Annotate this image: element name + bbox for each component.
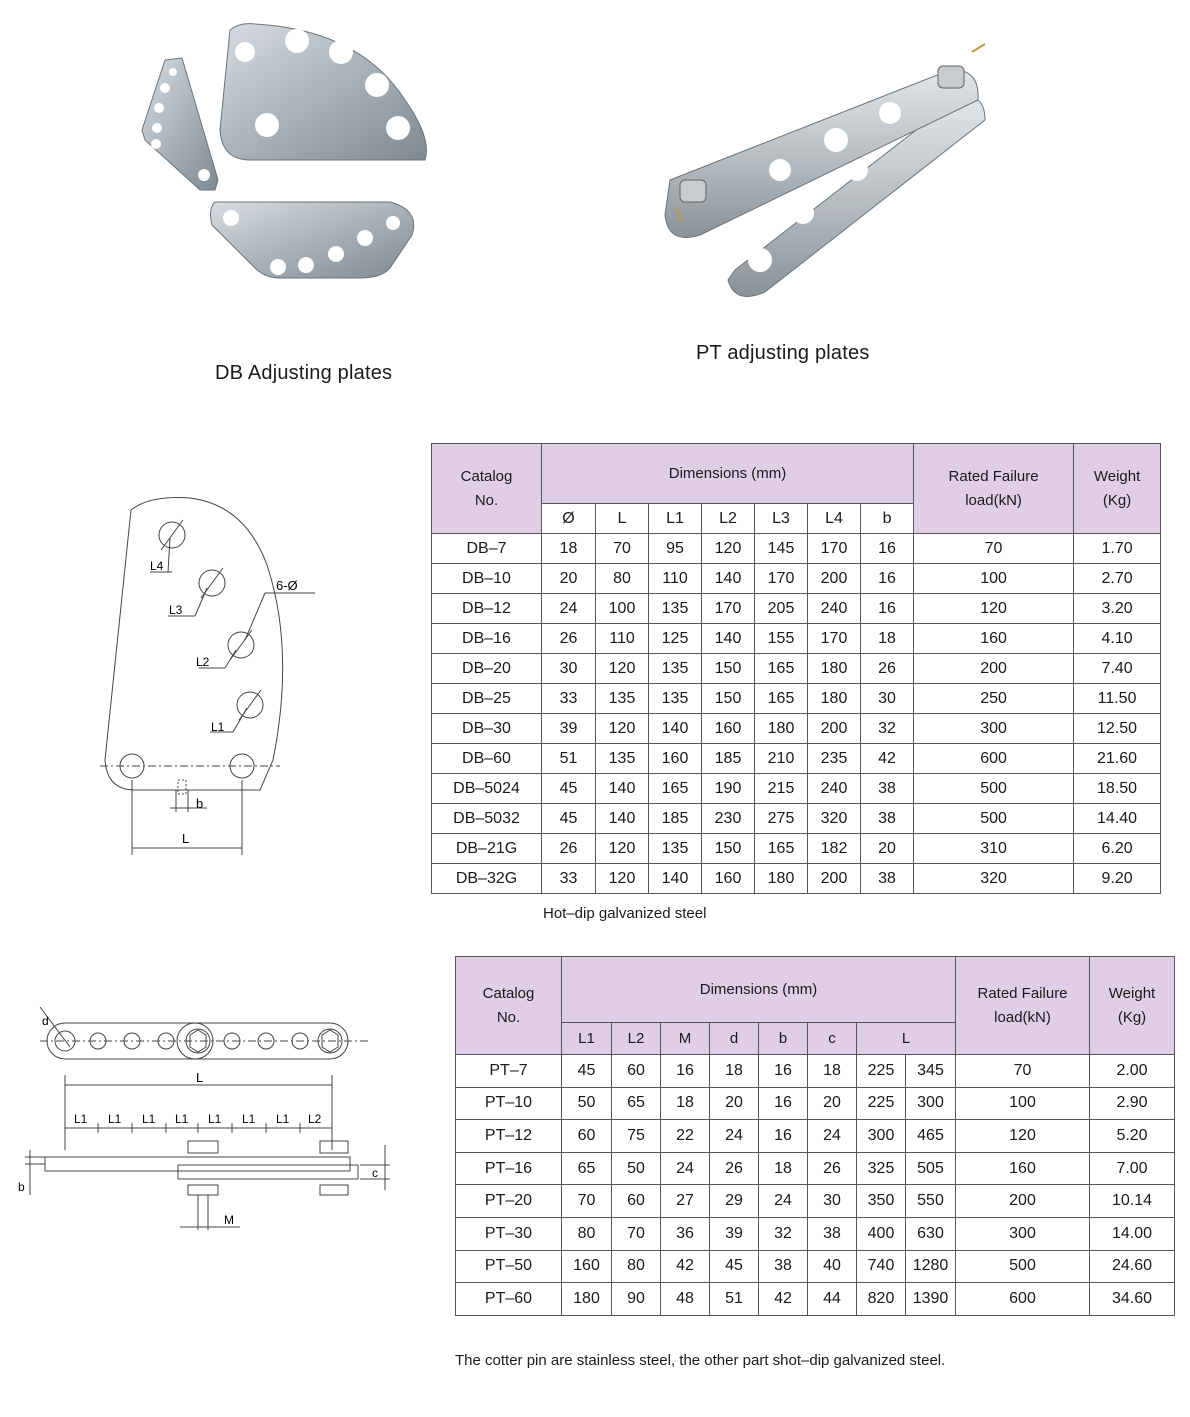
table-cell: 40 xyxy=(808,1250,857,1283)
table-cell: 32 xyxy=(861,714,914,744)
table-cell: 9.20 xyxy=(1074,864,1161,894)
table-cell: 135 xyxy=(649,594,702,624)
table-cell: 135 xyxy=(596,684,649,714)
table-cell: 140 xyxy=(649,714,702,744)
table-cell: 165 xyxy=(755,834,808,864)
table-cell: 38 xyxy=(861,864,914,894)
table-cell: 550 xyxy=(906,1185,956,1218)
table-cell: 38 xyxy=(861,804,914,834)
table-cell: 160 xyxy=(702,864,755,894)
table-cell: 80 xyxy=(612,1250,661,1283)
db-dim-L: L xyxy=(182,831,190,846)
pt-dim-b: b xyxy=(18,1180,25,1194)
table-cell: 20 xyxy=(710,1087,759,1120)
table-cell: 820 xyxy=(857,1283,906,1316)
table-cell: 7.40 xyxy=(1074,654,1161,684)
pt-dim-seg: L1 xyxy=(276,1112,290,1126)
table-row xyxy=(432,714,1161,744)
table-cell: 29 xyxy=(710,1185,759,1218)
table-cell: 65 xyxy=(612,1087,661,1120)
table-cell: 120 xyxy=(914,594,1074,624)
table-cell: 39 xyxy=(542,714,596,744)
pt-subheader: L2 xyxy=(612,1023,661,1055)
pt-dim-seg: L1 xyxy=(242,1112,256,1126)
table-cell: 45 xyxy=(542,804,596,834)
table-cell: 20 xyxy=(861,834,914,864)
table-cell: 160 xyxy=(914,624,1074,654)
catalog-number-cell: DB–25 xyxy=(432,684,542,714)
table-cell: 2.70 xyxy=(1074,564,1161,594)
table-cell: 30 xyxy=(861,684,914,714)
table-cell: 205 xyxy=(755,594,808,624)
table-cell: 24 xyxy=(759,1185,808,1218)
table-cell: 20 xyxy=(808,1087,857,1120)
pt-dim-seg: L1 xyxy=(142,1112,156,1126)
pt-header-dimensions: Dimensions (mm) xyxy=(562,957,956,1023)
pt-dim-seg: L1 xyxy=(175,1112,189,1126)
db-dim-l1: L1 xyxy=(211,720,225,734)
table-cell: 16 xyxy=(759,1087,808,1120)
db-plates-photo xyxy=(120,20,450,340)
table-row xyxy=(456,1152,1175,1185)
catalog-number-cell: DB–16 xyxy=(432,624,542,654)
table-row xyxy=(456,1120,1175,1153)
table-row xyxy=(432,864,1161,894)
table-cell: 12.50 xyxy=(1074,714,1161,744)
table-cell: 145 xyxy=(755,534,808,564)
pt-header-catalog: Catalog No. xyxy=(456,957,562,1055)
table-cell: 26 xyxy=(542,834,596,864)
table-cell: 48 xyxy=(661,1283,710,1316)
table-cell: 500 xyxy=(956,1250,1090,1283)
db-subheader: L3 xyxy=(755,504,808,534)
pt-dim-seg: L1 xyxy=(208,1112,222,1126)
table-cell: 210 xyxy=(755,744,808,774)
pt-dim-seg: L1 xyxy=(74,1112,88,1126)
table-cell: 4.10 xyxy=(1074,624,1161,654)
table-row xyxy=(432,654,1161,684)
table-cell: 16 xyxy=(861,594,914,624)
table-cell: 310 xyxy=(914,834,1074,864)
table-cell: 18 xyxy=(661,1087,710,1120)
table-cell: 160 xyxy=(956,1152,1090,1185)
catalog-number-cell: DB–32G xyxy=(432,864,542,894)
catalog-number-cell: DB–20 xyxy=(432,654,542,684)
table-cell: 50 xyxy=(562,1087,612,1120)
db-subheader: Ø xyxy=(542,504,596,534)
table-cell: 51 xyxy=(542,744,596,774)
table-cell: 44 xyxy=(808,1283,857,1316)
table-cell: 18 xyxy=(542,534,596,564)
catalog-number-cell: PT–12 xyxy=(456,1120,562,1153)
table-cell: 200 xyxy=(808,864,861,894)
db-photo-caption: DB Adjusting plates xyxy=(215,362,393,384)
pt-table-note: The cotter pin are stainless steel, the other part shot–dip galvanized steel. xyxy=(455,1352,946,1369)
table-cell: 2.00 xyxy=(1090,1055,1175,1088)
table-row xyxy=(456,1250,1175,1283)
table-cell: 1390 xyxy=(906,1283,956,1316)
table-cell: 345 xyxy=(906,1055,956,1088)
table-cell: 120 xyxy=(596,834,649,864)
table-cell: 14.00 xyxy=(1090,1217,1175,1250)
table-cell: 200 xyxy=(956,1185,1090,1218)
table-cell: 140 xyxy=(596,804,649,834)
table-cell: 27 xyxy=(661,1185,710,1218)
table-cell: 100 xyxy=(956,1087,1090,1120)
db-subheader: b xyxy=(861,504,914,534)
db-header-catalog: Catalog No. xyxy=(432,444,542,534)
table-cell: 200 xyxy=(808,564,861,594)
table-cell: 70 xyxy=(612,1217,661,1250)
catalog-number-cell: DB–5024 xyxy=(432,774,542,804)
table-row xyxy=(456,1217,1175,1250)
table-cell: 135 xyxy=(649,684,702,714)
table-row xyxy=(432,684,1161,714)
table-cell: 50 xyxy=(612,1152,661,1185)
table-cell: 170 xyxy=(808,624,861,654)
table-cell: 465 xyxy=(906,1120,956,1153)
table-row xyxy=(456,1283,1175,1316)
large-fan-plate xyxy=(220,24,426,160)
table-cell: 1.70 xyxy=(1074,534,1161,564)
table-cell: 170 xyxy=(808,534,861,564)
table-cell: 70 xyxy=(914,534,1074,564)
table-cell: 505 xyxy=(906,1152,956,1185)
table-cell: 165 xyxy=(755,684,808,714)
table-cell: 135 xyxy=(596,744,649,774)
table-cell: 300 xyxy=(906,1087,956,1120)
table-cell: 500 xyxy=(914,804,1074,834)
db-subheader: L2 xyxy=(702,504,755,534)
table-cell: 20 xyxy=(542,564,596,594)
table-cell: 6.20 xyxy=(1074,834,1161,864)
table-cell: 190 xyxy=(702,774,755,804)
table-cell: 155 xyxy=(755,624,808,654)
catalog-number-cell: PT–60 xyxy=(456,1283,562,1316)
table-cell: 36 xyxy=(661,1217,710,1250)
catalog-number-cell: PT–20 xyxy=(456,1185,562,1218)
catalog-number-cell: DB–12 xyxy=(432,594,542,624)
table-cell: 18 xyxy=(710,1055,759,1088)
db-dim-b: b xyxy=(196,796,204,811)
table-cell: 45 xyxy=(562,1055,612,1088)
catalog-number-cell: PT–30 xyxy=(456,1217,562,1250)
table-cell: 120 xyxy=(956,1120,1090,1153)
table-cell: 400 xyxy=(857,1217,906,1250)
table-cell: 26 xyxy=(808,1152,857,1185)
table-cell: 275 xyxy=(755,804,808,834)
table-cell: 60 xyxy=(612,1185,661,1218)
table-cell: 350 xyxy=(857,1185,906,1218)
table-cell: 70 xyxy=(562,1185,612,1218)
table-row xyxy=(456,1087,1175,1120)
table-cell: 42 xyxy=(759,1283,808,1316)
pt-subheader: d xyxy=(710,1023,759,1055)
table-cell: 320 xyxy=(914,864,1074,894)
table-cell: 600 xyxy=(914,744,1074,774)
table-cell: 180 xyxy=(808,684,861,714)
table-row xyxy=(432,624,1161,654)
table-cell: 200 xyxy=(914,654,1074,684)
table-cell: 180 xyxy=(562,1283,612,1316)
small-triangular-plate xyxy=(142,58,218,190)
table-cell: 26 xyxy=(710,1152,759,1185)
pt-dim-seg: L1 xyxy=(108,1112,122,1126)
table-cell: 30 xyxy=(808,1185,857,1218)
table-cell: 51 xyxy=(710,1283,759,1316)
table-row xyxy=(432,594,1161,624)
pt-header-rated: Rated Failure load(kN) xyxy=(956,957,1090,1055)
table-cell: 600 xyxy=(956,1283,1090,1316)
table-cell: 110 xyxy=(596,624,649,654)
table-cell: 24 xyxy=(661,1152,710,1185)
table-row xyxy=(456,1055,1175,1088)
table-cell: 16 xyxy=(661,1055,710,1088)
table-cell: 10.14 xyxy=(1090,1185,1175,1218)
table-cell: 26 xyxy=(542,624,596,654)
table-cell: 21.60 xyxy=(1074,744,1161,774)
db-dim-l2: L2 xyxy=(196,655,210,669)
table-cell: 215 xyxy=(755,774,808,804)
catalog-number-cell: DB–21G xyxy=(432,834,542,864)
pt-photo-caption: PT adjusting plates xyxy=(696,342,870,364)
table-cell: 34.60 xyxy=(1090,1283,1175,1316)
catalog-number-cell: PT–7 xyxy=(456,1055,562,1088)
table-cell: 225 xyxy=(857,1087,906,1120)
table-cell: 32 xyxy=(759,1217,808,1250)
table-cell: 150 xyxy=(702,684,755,714)
table-cell: 30 xyxy=(542,654,596,684)
table-row xyxy=(432,534,1161,564)
table-cell: 185 xyxy=(649,804,702,834)
table-cell: 24 xyxy=(542,594,596,624)
pt-subheader: L xyxy=(857,1023,956,1055)
table-cell: 225 xyxy=(857,1055,906,1088)
table-cell: 16 xyxy=(759,1055,808,1088)
table-cell: 135 xyxy=(649,834,702,864)
catalog-number-cell: PT–10 xyxy=(456,1087,562,1120)
db-table-note: Hot–dip galvanized steel xyxy=(543,905,707,922)
catalog-number-cell: PT–50 xyxy=(456,1250,562,1283)
table-cell: 150 xyxy=(702,654,755,684)
table-cell: 140 xyxy=(702,564,755,594)
table-cell: 120 xyxy=(702,534,755,564)
catalog-number-cell: DB–30 xyxy=(432,714,542,744)
db-dim-l4: L4 xyxy=(150,559,164,573)
db-spec-table xyxy=(431,443,1161,894)
table-cell: 38 xyxy=(759,1250,808,1283)
table-cell: 45 xyxy=(710,1250,759,1283)
table-cell: 90 xyxy=(612,1283,661,1316)
table-cell: 300 xyxy=(956,1217,1090,1250)
table-cell: 26 xyxy=(861,654,914,684)
table-cell: 120 xyxy=(596,714,649,744)
table-row xyxy=(432,564,1161,594)
pt-dim-L: L xyxy=(196,1070,204,1085)
table-cell: 11.50 xyxy=(1074,684,1161,714)
table-cell: 140 xyxy=(702,624,755,654)
table-cell: 70 xyxy=(956,1055,1090,1088)
table-cell: 100 xyxy=(596,594,649,624)
table-cell: 22 xyxy=(661,1120,710,1153)
table-cell: 160 xyxy=(562,1250,612,1283)
table-cell: 42 xyxy=(661,1250,710,1283)
table-cell: 7.00 xyxy=(1090,1152,1175,1185)
table-cell: 100 xyxy=(914,564,1074,594)
table-cell: 33 xyxy=(542,684,596,714)
table-cell: 24 xyxy=(710,1120,759,1153)
table-cell: 320 xyxy=(808,804,861,834)
table-cell: 18 xyxy=(808,1055,857,1088)
table-cell: 180 xyxy=(808,654,861,684)
lower-plate xyxy=(211,202,414,278)
table-cell: 38 xyxy=(808,1217,857,1250)
table-cell: 5.20 xyxy=(1090,1120,1175,1153)
pt-dim-seg: L2 xyxy=(308,1112,322,1126)
db-technical-drawing xyxy=(95,490,335,865)
table-cell: 60 xyxy=(562,1120,612,1153)
catalog-number-cell: DB–60 xyxy=(432,744,542,774)
table-cell: 16 xyxy=(861,564,914,594)
table-cell: 75 xyxy=(612,1120,661,1153)
table-cell: 1280 xyxy=(906,1250,956,1283)
db-header-rated: Rated Failure load(kN) xyxy=(914,444,1074,534)
table-cell: 70 xyxy=(596,534,649,564)
table-cell: 18 xyxy=(861,624,914,654)
table-cell: 250 xyxy=(914,684,1074,714)
table-cell: 110 xyxy=(649,564,702,594)
table-row xyxy=(432,804,1161,834)
pt-dim-d: d xyxy=(42,1014,49,1028)
table-cell: 38 xyxy=(861,774,914,804)
table-cell: 18 xyxy=(759,1152,808,1185)
table-cell: 300 xyxy=(914,714,1074,744)
table-cell: 33 xyxy=(542,864,596,894)
pt-subheader: L1 xyxy=(562,1023,612,1055)
table-cell: 24 xyxy=(808,1120,857,1153)
table-cell: 150 xyxy=(702,834,755,864)
table-cell: 135 xyxy=(649,654,702,684)
table-row xyxy=(432,834,1161,864)
table-cell: 39 xyxy=(710,1217,759,1250)
table-cell: 80 xyxy=(596,564,649,594)
table-cell: 180 xyxy=(755,714,808,744)
table-cell: 16 xyxy=(861,534,914,564)
table-cell: 235 xyxy=(808,744,861,774)
pt-spec-table xyxy=(455,956,1175,1316)
table-cell: 65 xyxy=(562,1152,612,1185)
pt-subheader: M xyxy=(661,1023,710,1055)
table-cell: 2.90 xyxy=(1090,1087,1175,1120)
table-cell: 24.60 xyxy=(1090,1250,1175,1283)
table-cell: 170 xyxy=(755,564,808,594)
table-cell: 185 xyxy=(702,744,755,774)
db-header-dimensions: Dimensions (mm) xyxy=(542,444,914,504)
table-row xyxy=(456,1185,1175,1218)
catalog-number-cell: DB–7 xyxy=(432,534,542,564)
table-cell: 120 xyxy=(596,864,649,894)
table-cell: 160 xyxy=(649,744,702,774)
table-row xyxy=(432,774,1161,804)
table-cell: 200 xyxy=(808,714,861,744)
table-cell: 80 xyxy=(562,1217,612,1250)
table-cell: 3.20 xyxy=(1074,594,1161,624)
table-row xyxy=(432,744,1161,774)
table-cell: 125 xyxy=(649,624,702,654)
table-cell: 180 xyxy=(755,864,808,894)
table-cell: 240 xyxy=(808,594,861,624)
catalog-number-cell: DB–10 xyxy=(432,564,542,594)
table-cell: 16 xyxy=(759,1120,808,1153)
pt-plates-photo xyxy=(640,30,1000,330)
table-cell: 165 xyxy=(755,654,808,684)
table-cell: 140 xyxy=(649,864,702,894)
table-cell: 95 xyxy=(649,534,702,564)
table-cell: 18.50 xyxy=(1074,774,1161,804)
table-cell: 60 xyxy=(612,1055,661,1088)
db-table-body xyxy=(432,534,1161,894)
table-cell: 14.40 xyxy=(1074,804,1161,834)
table-cell: 230 xyxy=(702,804,755,834)
pt-header-weight: Weight (Kg) xyxy=(1090,957,1175,1055)
table-cell: 630 xyxy=(906,1217,956,1250)
table-cell: 740 xyxy=(857,1250,906,1283)
db-dim-l3: L3 xyxy=(169,603,183,617)
table-cell: 325 xyxy=(857,1152,906,1185)
db-header-weight: Weight (Kg) xyxy=(1074,444,1161,534)
table-cell: 300 xyxy=(857,1120,906,1153)
db-dim-holes: 6-Ø xyxy=(276,578,298,593)
pt-table-body xyxy=(456,1055,1175,1316)
table-cell: 140 xyxy=(596,774,649,804)
catalog-number-cell: PT–16 xyxy=(456,1152,562,1185)
pt-dim-M: M xyxy=(224,1213,234,1227)
db-subheader: L4 xyxy=(808,504,861,534)
table-cell: 500 xyxy=(914,774,1074,804)
pt-dim-c: c xyxy=(372,1166,378,1180)
table-cell: 45 xyxy=(542,774,596,804)
pt-subheader: c xyxy=(808,1023,857,1055)
table-cell: 165 xyxy=(649,774,702,804)
db-subheader: L xyxy=(596,504,649,534)
catalog-number-cell: DB–5032 xyxy=(432,804,542,834)
table-cell: 240 xyxy=(808,774,861,804)
db-subheader: L1 xyxy=(649,504,702,534)
pt-technical-drawing xyxy=(10,1005,405,1235)
pt-subheader: b xyxy=(759,1023,808,1055)
table-cell: 182 xyxy=(808,834,861,864)
table-cell: 42 xyxy=(861,744,914,774)
table-cell: 120 xyxy=(596,654,649,684)
table-cell: 160 xyxy=(702,714,755,744)
table-cell: 170 xyxy=(702,594,755,624)
